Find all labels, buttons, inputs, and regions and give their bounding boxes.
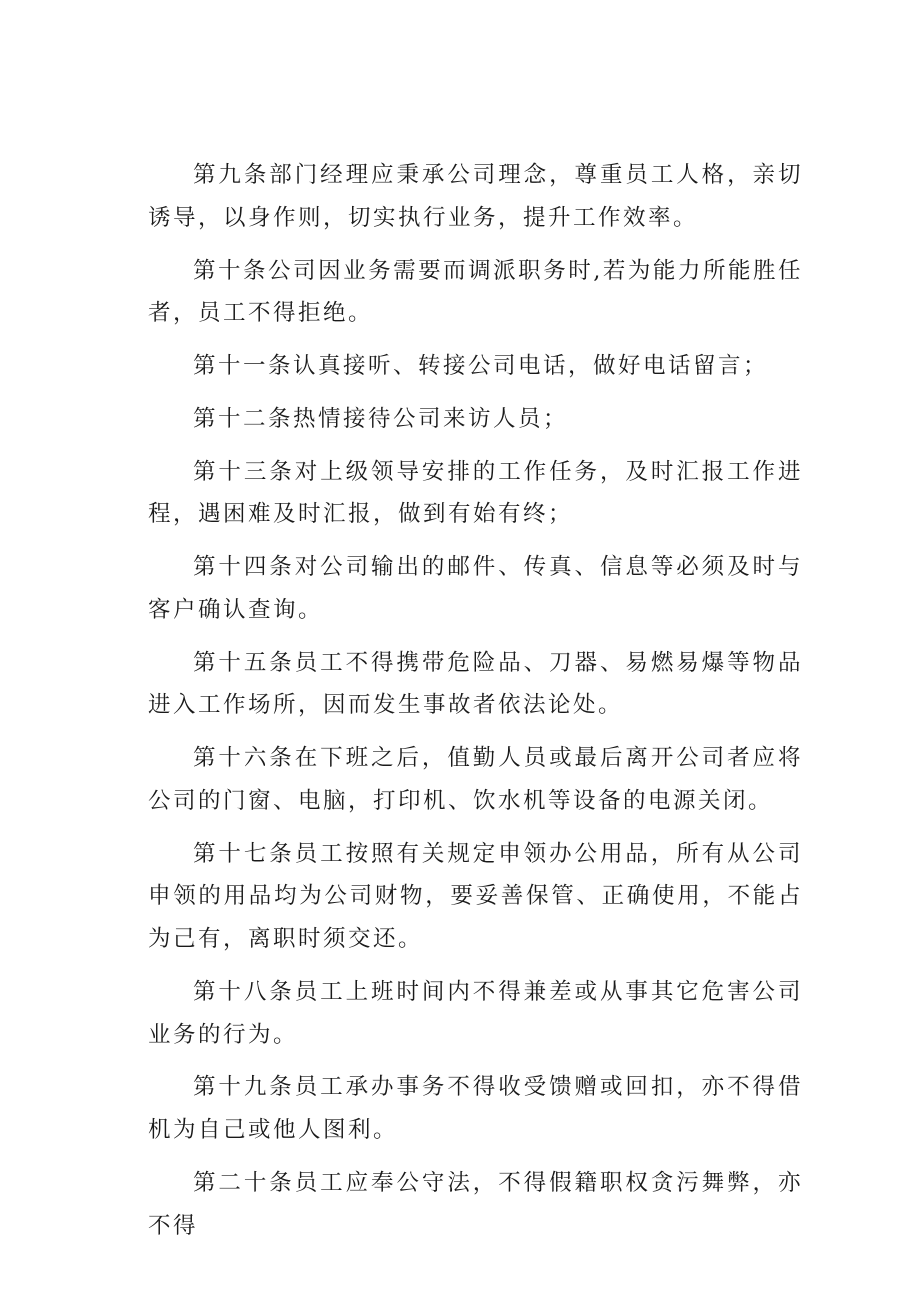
article-13: 第十三条对上级领导安排的工作任务，及时汇报工作进程，遇困难及时汇报，做到有始有终；	[148, 458, 803, 528]
article-18: 第十八条员工上班时间内不得兼差或从事其它危害公司业务的行为。	[148, 978, 803, 1048]
article-10: 第十条公司因业务需要而调派职务时,若为能力所能胜任者，员工不得拒绝。	[148, 257, 803, 327]
article-15: 第十五条员工不得携带危险品、刀器、易燃易爆等物品进入工作场所，因而发生事故者依法论处。	[148, 649, 803, 719]
article-19: 第十九条员工承办事务不得收受馈赠或回扣，亦不得借机为自己或他人图利。	[148, 1074, 803, 1143]
article-16: 第十六条在下班之后，值勤人员或最后离开公司者应将公司的门窗、电脑，打印机、饮水机等设备的电源关闭。	[148, 745, 803, 814]
article-14: 第十四条对公司输出的邮件、传真、信息等必须及时与客户确认查询。	[148, 554, 803, 623]
document-body	[148, 154, 803, 1257]
article-12: 第十二条热情接待公司来访人员；	[193, 405, 569, 432]
article-17: 第十七条员工按照有关规定申领办公用品，所有从公司申领的用品均为公司财物，要妥善保管、正确使用，不能占为己有，离职时须交还。	[148, 840, 803, 952]
article-9: 第九条部门经理应秉承公司理念，尊重员工人格，亲切诱导，以身作则，切实执行业务，提升工作效率。	[148, 162, 803, 231]
article-11: 第十一条认真接听、转接公司电话，做好电话留言；	[193, 353, 769, 379]
article-20: 第二十条员工应奉公守法，不得假籍职权贪污舞弊，亦不得	[148, 1169, 803, 1239]
